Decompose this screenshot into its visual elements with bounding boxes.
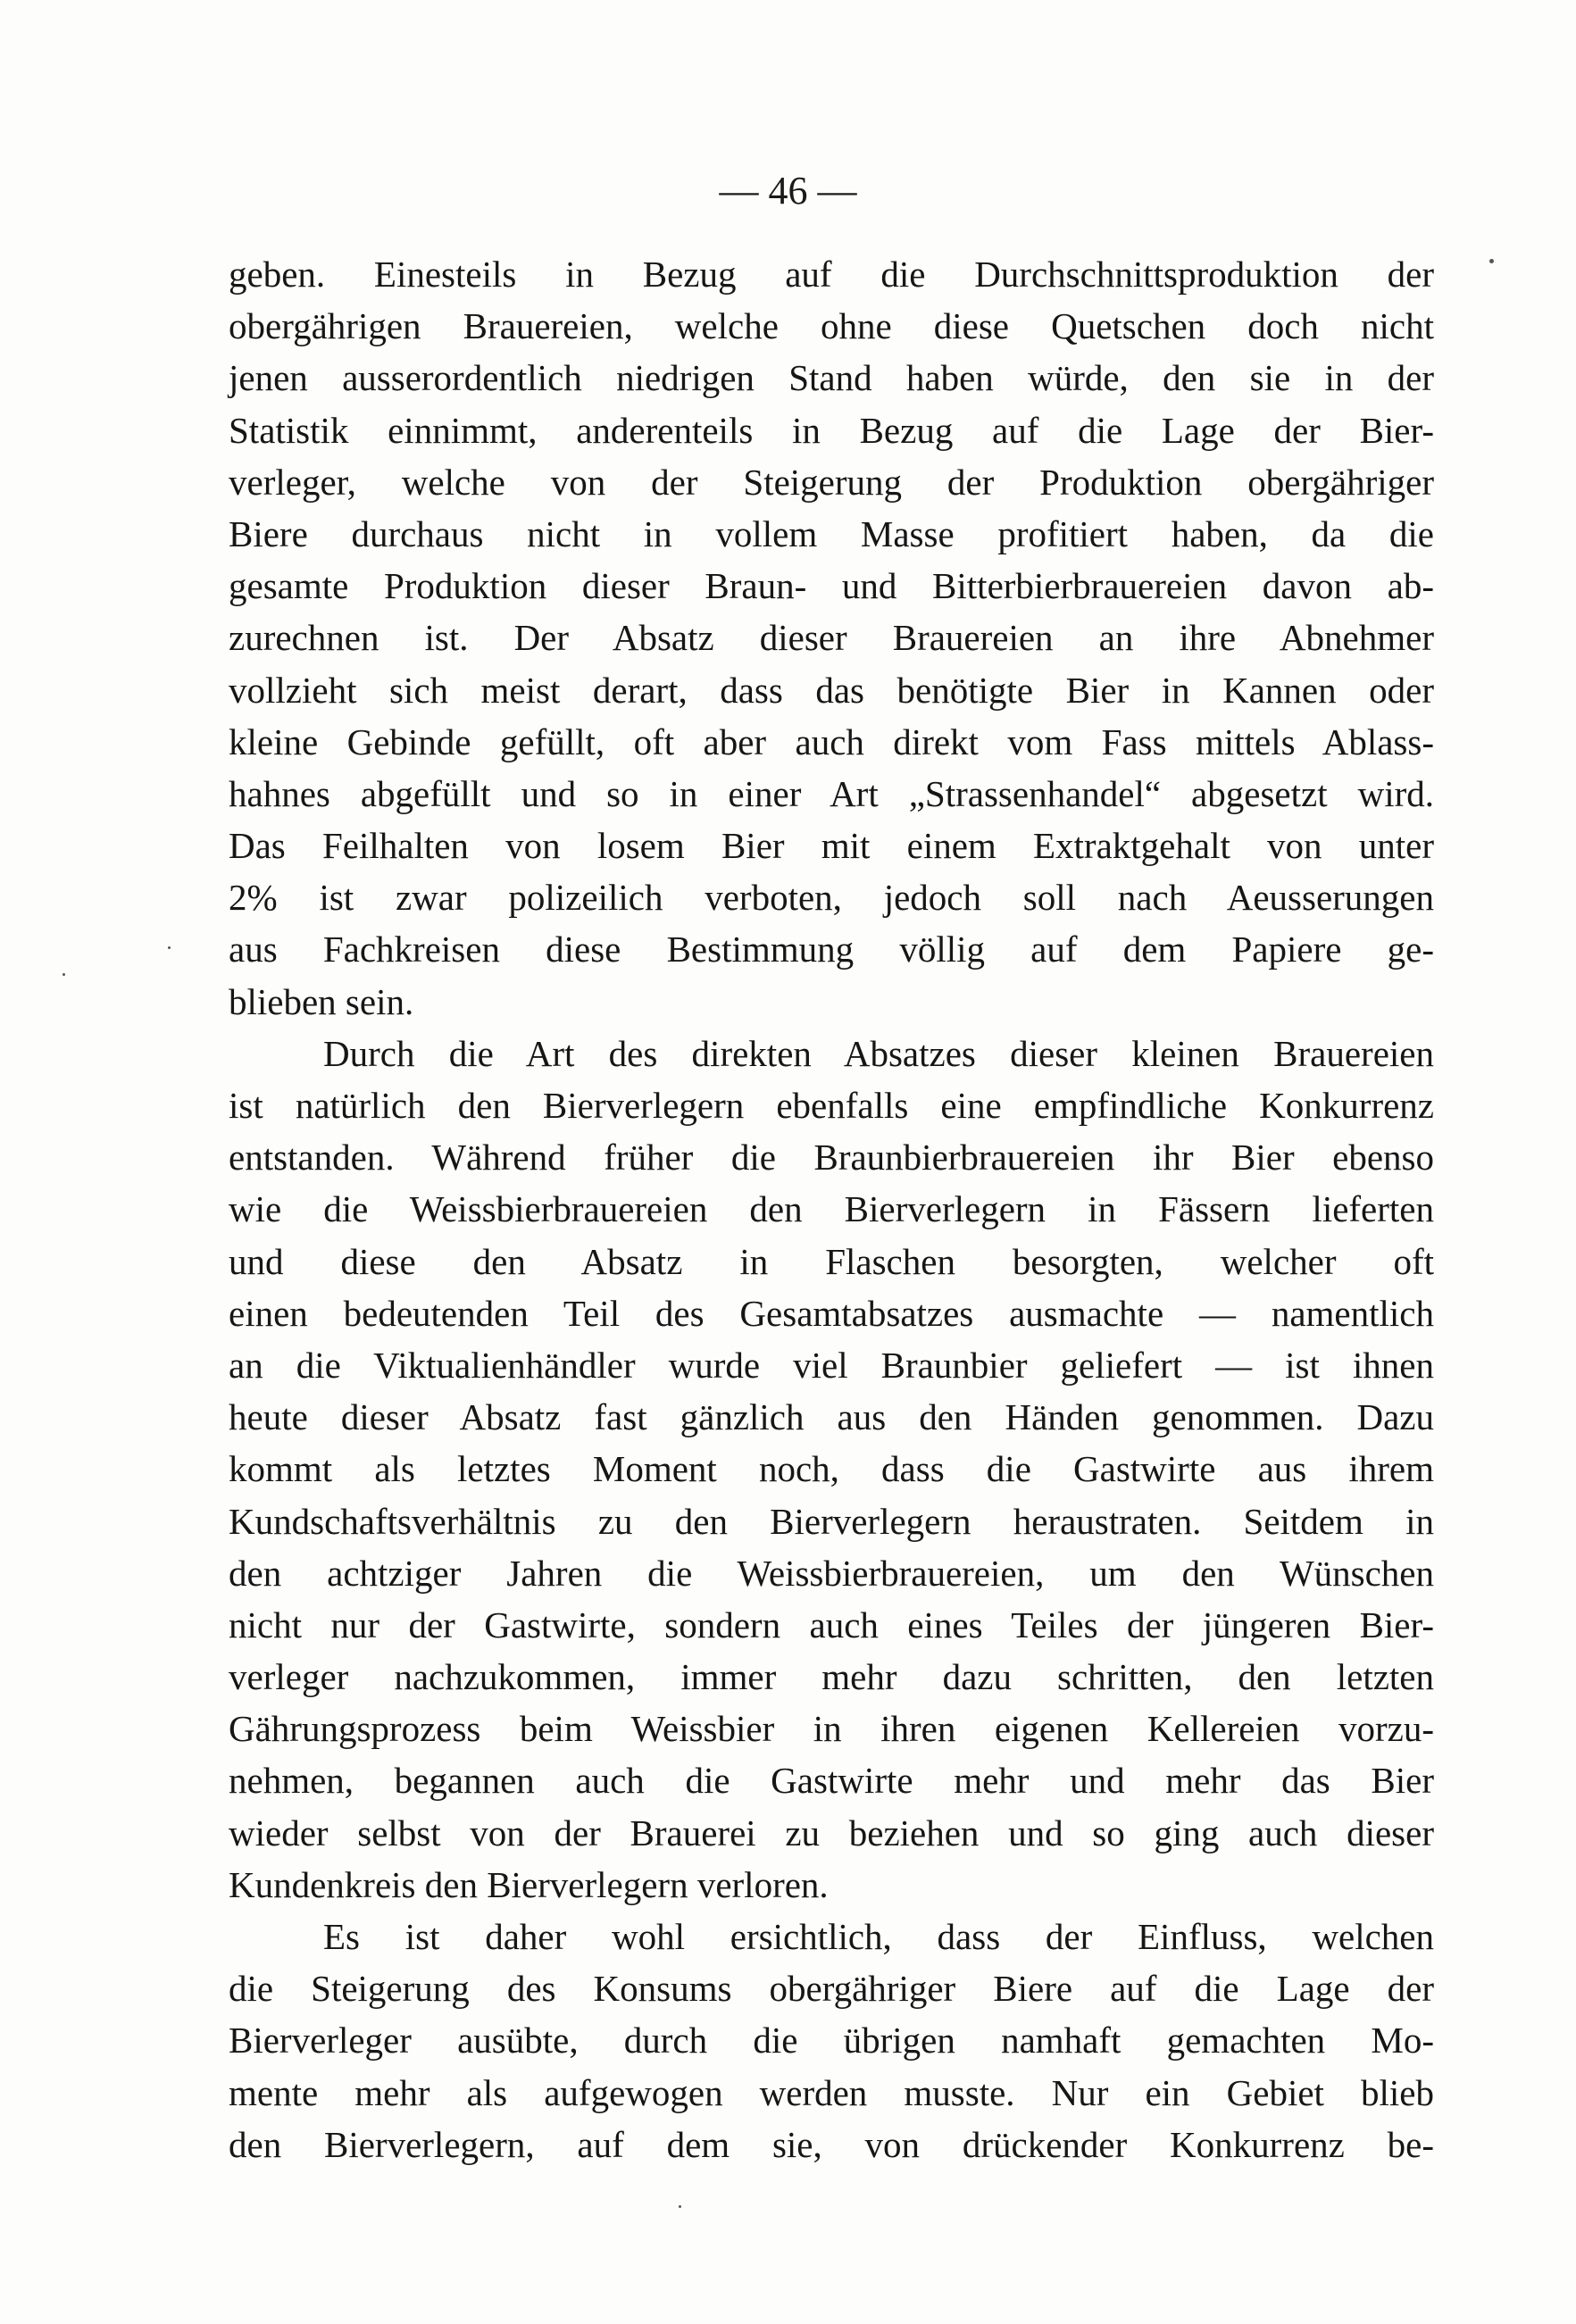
text-line: jenen ausserordentlich niedrigen Stand haben würde, den sie in der <box>229 357 1434 399</box>
text-line: entstanden. Während früher die Braunbierbrauereien ihr Bier ebenso <box>229 1137 1434 1179</box>
text-line: zurechnen ist. Der Absatz dieser Brauereien an ihre Abnehmer <box>229 617 1434 659</box>
text-line: Gährungsprozess beim Weissbier in ihren eigenen Kellereien vorzu- <box>229 1708 1434 1750</box>
text-line: geben. Einesteils in Bezug auf die Durchschnittsproduktion der <box>229 254 1434 295</box>
text-line: nehmen, begannen auch die Gastwirte mehr und mehr das Bier <box>229 1760 1434 1802</box>
text-line: 2% ist zwar polizeilich verboten, jedoch soll nach Aeusserungen <box>229 877 1434 919</box>
scan-speck <box>63 973 65 976</box>
text-line: Kundenkreis den Bierverlegern verloren. <box>229 1863 829 1905</box>
page-number: — 46 — <box>719 169 857 212</box>
text-line: Biere durchaus nicht in vollem Masse profitiert haben, da die <box>229 512 1434 554</box>
text-line: Das Feilhalten von losem Bier mit einem Extraktgehalt von unter <box>229 825 1434 867</box>
text-line: Statistik einnimmt, anderenteils in Bezug auf die Lage der Bier- <box>229 409 1434 451</box>
text-line: ist natürlich den Bierverlegern ebenfalls eine empfindliche Konkurrenz <box>229 1085 1434 1126</box>
text-line: wieder selbst von der Brauerei zu beziehen und so ging auch dieser <box>229 1812 1434 1853</box>
text-line: verleger, welche von der Steigerung der Produktion obergähriger <box>229 461 1434 503</box>
text-line: verleger nachzukommen, immer mehr dazu schritten, den letzten <box>229 1656 1434 1698</box>
text-line: an die Viktualienhändler wurde viel Braunbier geliefert — ist ihnen <box>229 1344 1434 1386</box>
text-line: kommt als letztes Moment noch, dass die Gastwirte aus ihrem <box>229 1448 1434 1490</box>
text-line: mente mehr als aufgewogen werden musste. Nur ein Gebiet blieb <box>229 2071 1434 2113</box>
text-line: den achtziger Jahren die Weissbierbrauereien, um den Wünschen <box>229 1552 1434 1594</box>
text-line: Durch die Art des direkten Absatzes dieser kleinen Brauereien <box>323 1032 1434 1074</box>
text-line: blieben sein. <box>229 980 414 1022</box>
text-line: aus Fachkreisen diese Bestimmung völlig auf dem Papiere ge- <box>229 929 1434 970</box>
text-line: nicht nur der Gastwirte, sondern auch eines Teiles der jüngeren Bier- <box>229 1603 1434 1645</box>
text-line: heute dieser Absatz fast gänzlich aus den Händen genommen. Dazu <box>229 1396 1434 1438</box>
text-line: wie die Weissbierbrauereien den Bierverlegern in Fässern lieferten <box>229 1188 1434 1230</box>
text-line: vollzieht sich meist derart, dass das benötigte Bier in Kannen oder <box>229 669 1434 711</box>
text-line: den Bierverlegern, auf dem sie, von drückender Konkurrenz be- <box>229 2123 1434 2165</box>
body-text <box>229 248 1434 2170</box>
text-line: Kundschaftsverhältnis zu den Bierverlegern heraustraten. Seitdem in <box>229 1500 1434 1542</box>
text-line: obergährigen Brauereien, welche ohne diese Quetschen doch nicht <box>229 305 1434 347</box>
text-line: Es ist daher wohl ersichtlich, dass der Einfluss, welchen <box>323 1916 1434 1957</box>
scan-speck <box>679 2205 681 2208</box>
text-line: hahnes abgefüllt und so in einer Art „Strassenhandel“ abgesetzt wird. <box>229 772 1434 814</box>
text-line: Bierverleger ausübte, durch die übrigen namhaft gemachten Mo- <box>229 2020 1434 2062</box>
text-line: die Steigerung des Konsums obergähriger Biere auf die Lage der <box>229 1968 1434 2010</box>
scan-speck <box>168 946 171 949</box>
text-line: und diese den Absatz in Flaschen besorgten, welcher oft <box>229 1240 1434 1282</box>
text-line: kleine Gebinde gefüllt, oft aber auch direkt vom Fass mittels Ablass- <box>229 721 1434 762</box>
scan-speck <box>1489 259 1494 263</box>
text-line: gesamte Produktion dieser Braun- und Bitterbierbrauereien davon ab- <box>229 565 1434 607</box>
text-line: einen bedeutenden Teil des Gesamtabsatzes ausmachte — namentlich <box>229 1292 1434 1334</box>
